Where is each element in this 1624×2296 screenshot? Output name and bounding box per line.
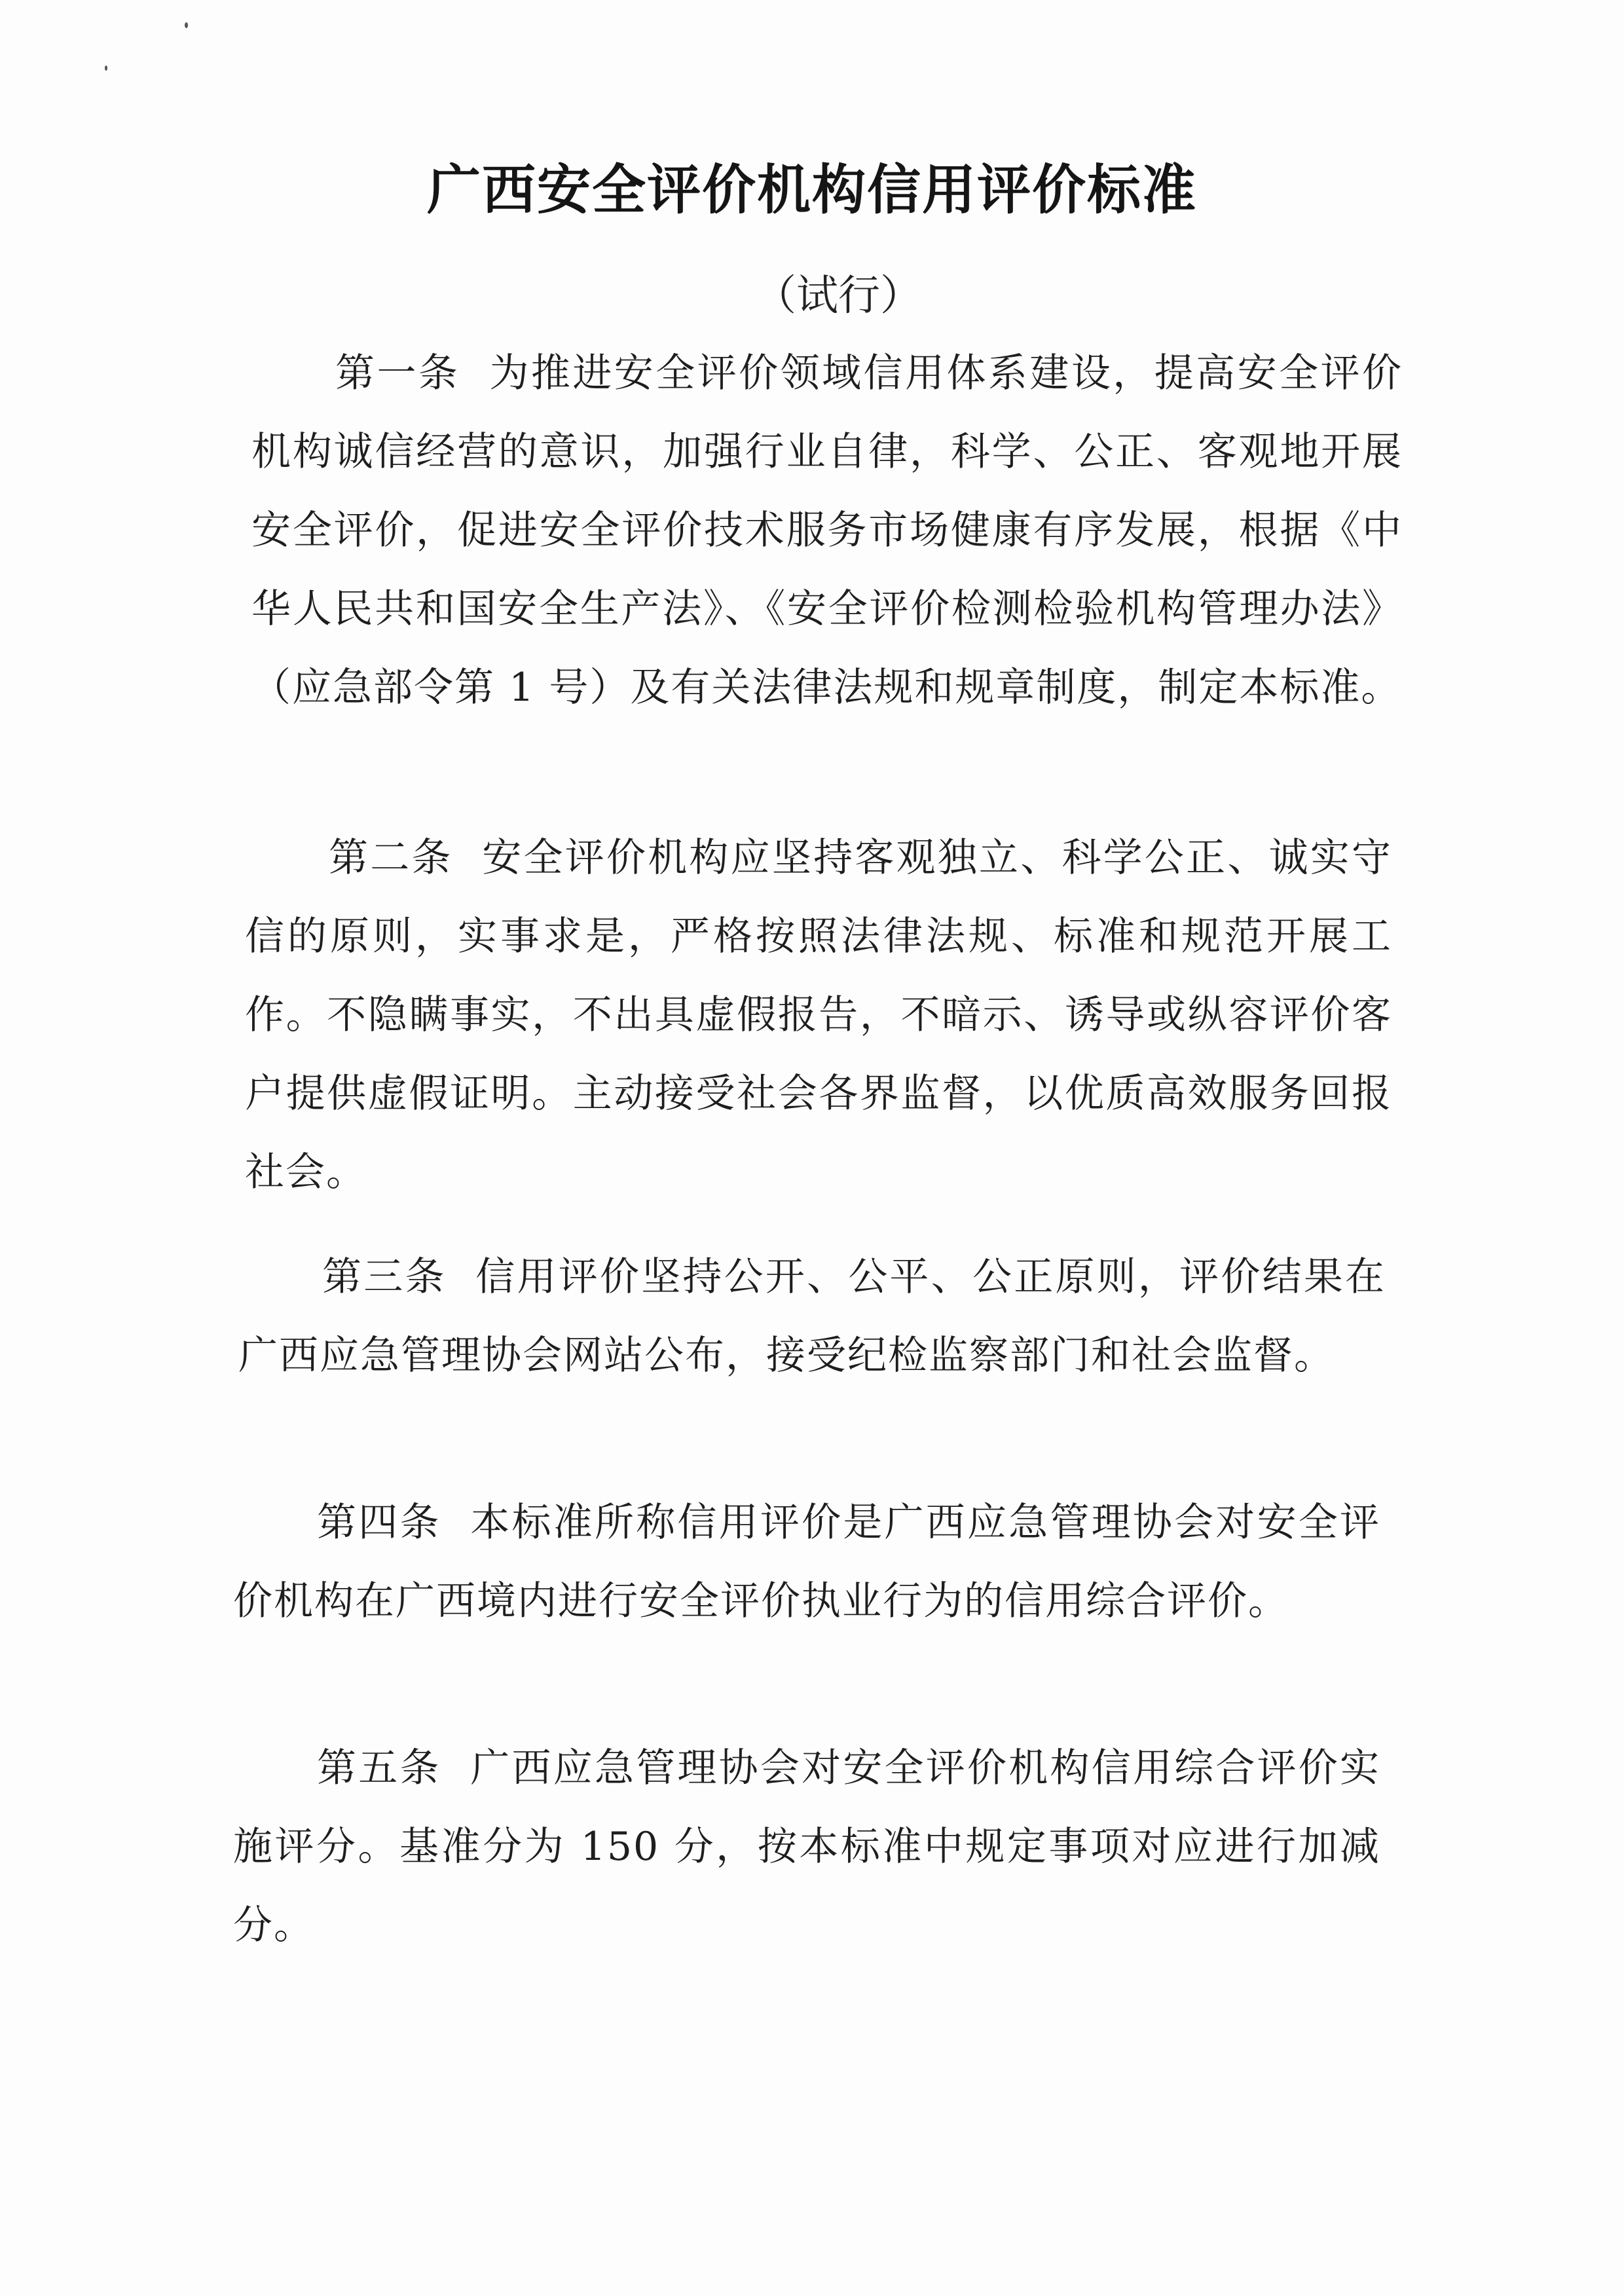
article-text: 安全评价机构应坚持客观独立、科学公正、诚实守信的原则，实事求是，严格按照法律法规、标准和规范开展工作。不隐瞒事实，不出具虚假报告，不暗示、诱导或纵容评价客户提供虚假证明。主动接受社会各界监督，以优质高效服务回报社会。 <box>245 835 1393 1195</box>
scan-speck <box>185 22 188 28</box>
document-title: 广西安全评价机构信用评价标准 <box>426 159 1197 221</box>
article-2 <box>245 819 1392 1212</box>
article-number: 第五条 <box>317 1745 441 1791</box>
article-number: 第四条 <box>317 1500 441 1546</box>
article-text: 为推进安全评价领域信用体系建设，提高安全评价机构诚信经营的意识，加强行业自律，科学、公正、客观地开展安全评价，促进安全评价技术服务市场健康有序发展，根据《中华人民共和国安全生产法》、《安全评价检测检验机构管理办法》（应急部令第 1 号）及有关法律法规和规章制度，制定本标准。 <box>251 350 1403 711</box>
article-4 <box>233 1483 1380 1640</box>
article-text: 本标准所称信用评价是广西应急管理协会对安全评价机构在广西境内进行安全评价执业行为的信用综合评价。 <box>233 1500 1381 1624</box>
article-number: 第二条 <box>329 835 453 881</box>
article-3 <box>238 1238 1386 1395</box>
article-5 <box>233 1729 1380 1965</box>
article-text: 信用评价坚持公开、公平、公正原则，评价结果在广西应急管理协会网站公布，接受纪检监察部门和社会监督。 <box>238 1254 1386 1379</box>
article-number: 第三条 <box>322 1254 447 1300</box>
article-1 <box>251 334 1403 727</box>
document-subtitle: （试行） <box>754 272 922 320</box>
article-text: 广西应急管理协会对安全评价机构信用综合评价实施评分。基准分为 150 分，按本标准中规定事项对应进行加减分。 <box>233 1745 1381 1948</box>
article-number: 第一条 <box>335 350 460 396</box>
scan-speck <box>105 65 107 71</box>
